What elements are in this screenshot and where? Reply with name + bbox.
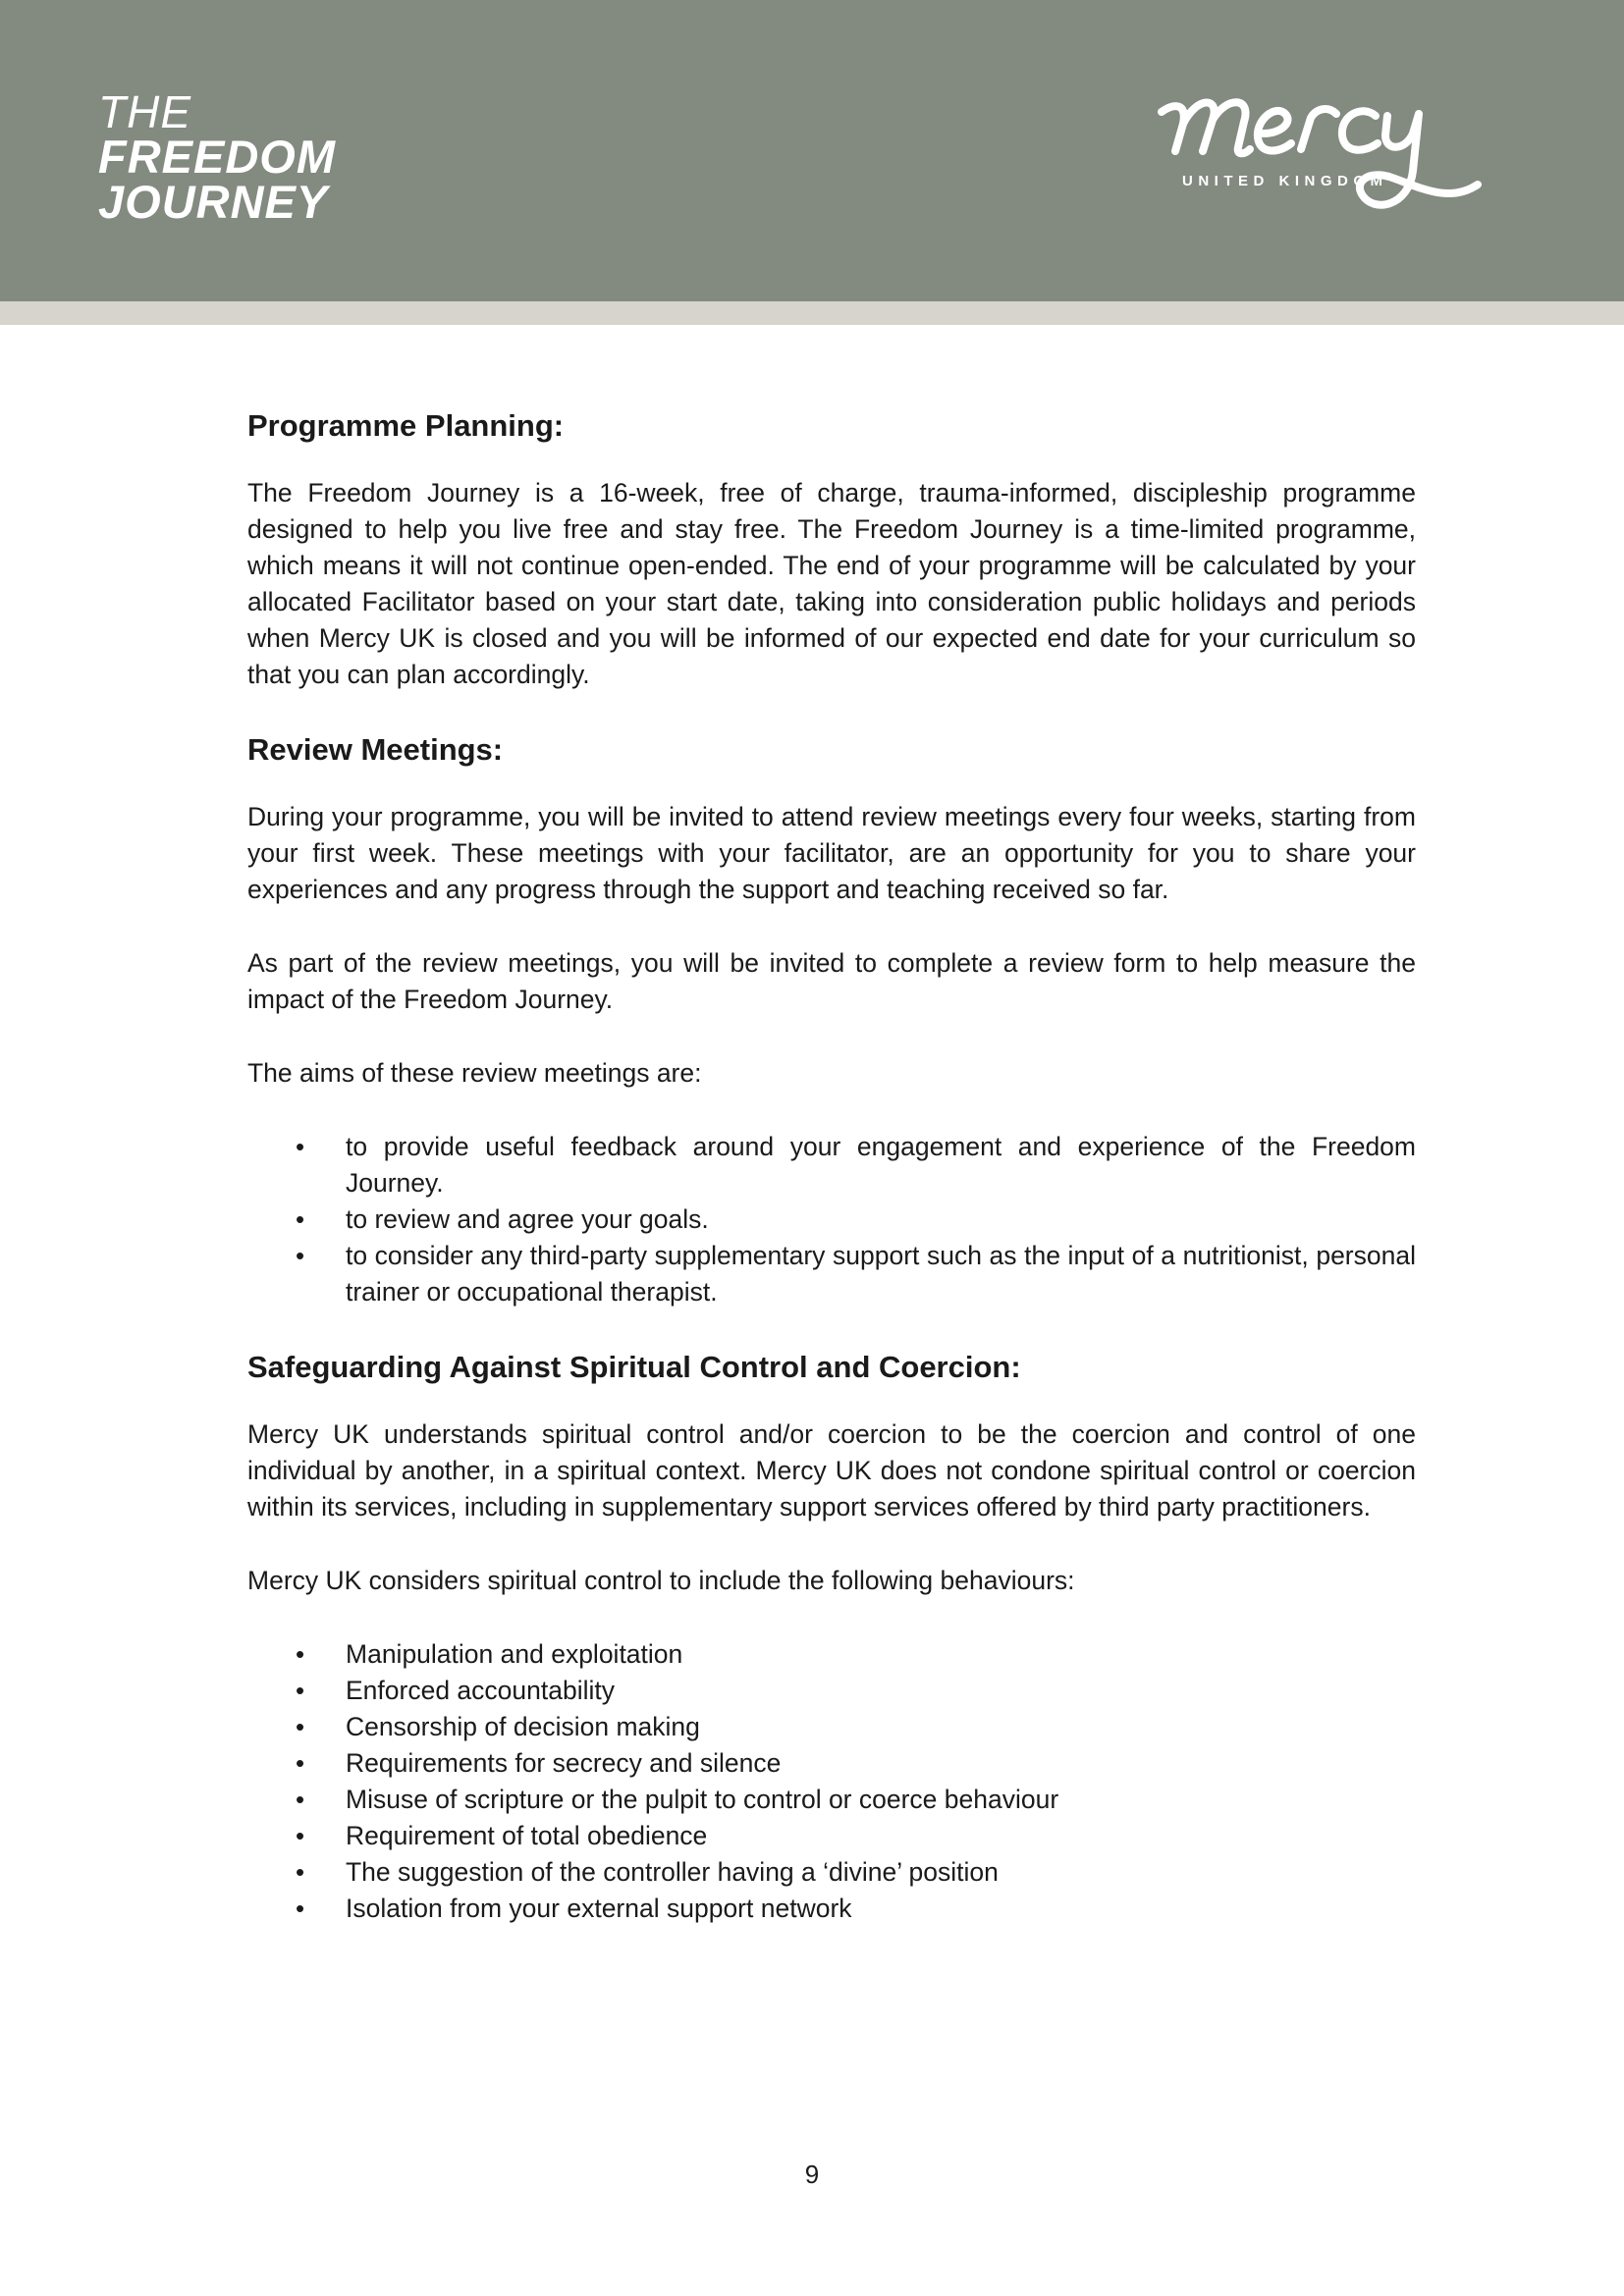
list-item: • Enforced accountability [296,1676,615,1705]
list-item-text: Censorship of decision making [346,1712,700,1741]
list-item: • Requirements for secrecy and silence [296,1748,782,1778]
list-item: • Censorship of decision making [296,1712,700,1741]
list-item-text: Misuse of scripture or the pulpit to control or coerce behaviour [346,1785,1059,1814]
list-item: • to consider any third-party supplementary support such as the input of a nutritionist, personal trainer or occupational therapist. [296,1241,1416,1307]
list-item: • to provide useful feedback around your engagement and experience of the Freedom Journey. [296,1132,1416,1198]
list-item-text: The suggestion of the controller having a ‘divine’ position [346,1857,999,1887]
freedom-journey-logo [98,86,336,229]
list-item: • Manipulation and exploitation [296,1639,683,1669]
paragraph-review-2: As part of the review meetings, you will be invited to complete a review form to help measure the impact of the Freedom Journey. [247,948,1416,1014]
page-content [247,404,1416,1927]
list-item: • Requirement of total obedience [296,1821,708,1850]
paragraph-safeguarding-1: Mercy UK understands spiritual control and/or coercion to be the coercion and control of one individual by another, in a spiritual context. Mercy UK does not condone spiritual control or coercion within its services, including in supplementary support services offered by third party practitioners. [247,1419,1416,1522]
list-item: • to review and agree your goals. [296,1204,709,1234]
spiritual-control-behaviours-list [247,1636,1416,1927]
heading-review-meetings: Review Meetings: [247,732,504,767]
heading-safeguarding: Safeguarding Against Spiritual Control and Coercion: [247,1350,1021,1384]
paragraph-review-1: During your programme, you will be invited to attend review meetings every four weeks, starting from your first week. These meetings with your facilitator, are an opportunity for you to share your experiences and any progress through the support and teaching received so far. [247,802,1416,904]
list-item-text: to provide useful feedback around your engagement and experience of the Freedom Journey. [346,1132,1416,1198]
list-item-text: Isolation from your external support network [346,1894,852,1923]
paragraph-programme-planning: The Freedom Journey is a 16-week, free of charge, trauma-informed, discipleship programme designed to help you live free and stay free. The Freedom Journey is a time-limited programme, which means it will not continue open-ended. The end of your programme will be calculated by your allocated Facilitator based on your start date, taking into consideration public holidays and periods when Mercy UK is closed and you will be informed of our expected end date for your curriculum so that you can plan accordingly. [247,478,1416,689]
paragraph-safeguarding-2: Mercy UK considers spiritual control to include the following behaviours: [247,1566,1075,1595]
header-divider-band [0,301,1624,325]
list-item: • Misuse of scripture or the pulpit to control or coerce behaviour [296,1785,1059,1814]
logo-line-the: THE [98,86,191,137]
mercy-wordmark-logo [1154,90,1532,238]
logo-line-freedom: FREEDOM [98,131,336,184]
heading-programme-planning: Programme Planning: [247,408,565,443]
list-item-text: Manipulation and exploitation [346,1639,683,1669]
list-item-text: to consider any third-party supplementary support such as the input of a nutritionist, personal trainer or occupational therapist. [346,1241,1416,1307]
page-header [0,0,1624,301]
logo-line-journey: JOURNEY [98,176,329,229]
review-aims-list [247,1129,1416,1310]
paragraph-review-3: The aims of these review meetings are: [247,1058,702,1088]
list-item-text: Enforced accountability [346,1676,615,1705]
list-item: • The suggestion of the controller having a ‘divine’ position [296,1857,999,1887]
list-item: • Isolation from your external support network [296,1894,852,1923]
list-item-text: Requirements for secrecy and silence [346,1748,782,1778]
list-item-text: Requirement of total obedience [346,1821,708,1850]
mercy-logo-subtitle: UNITED KINGDOM [1182,173,1388,189]
page-number: 9 [804,2160,820,2189]
list-item-text: to review and agree your goals. [346,1204,709,1234]
